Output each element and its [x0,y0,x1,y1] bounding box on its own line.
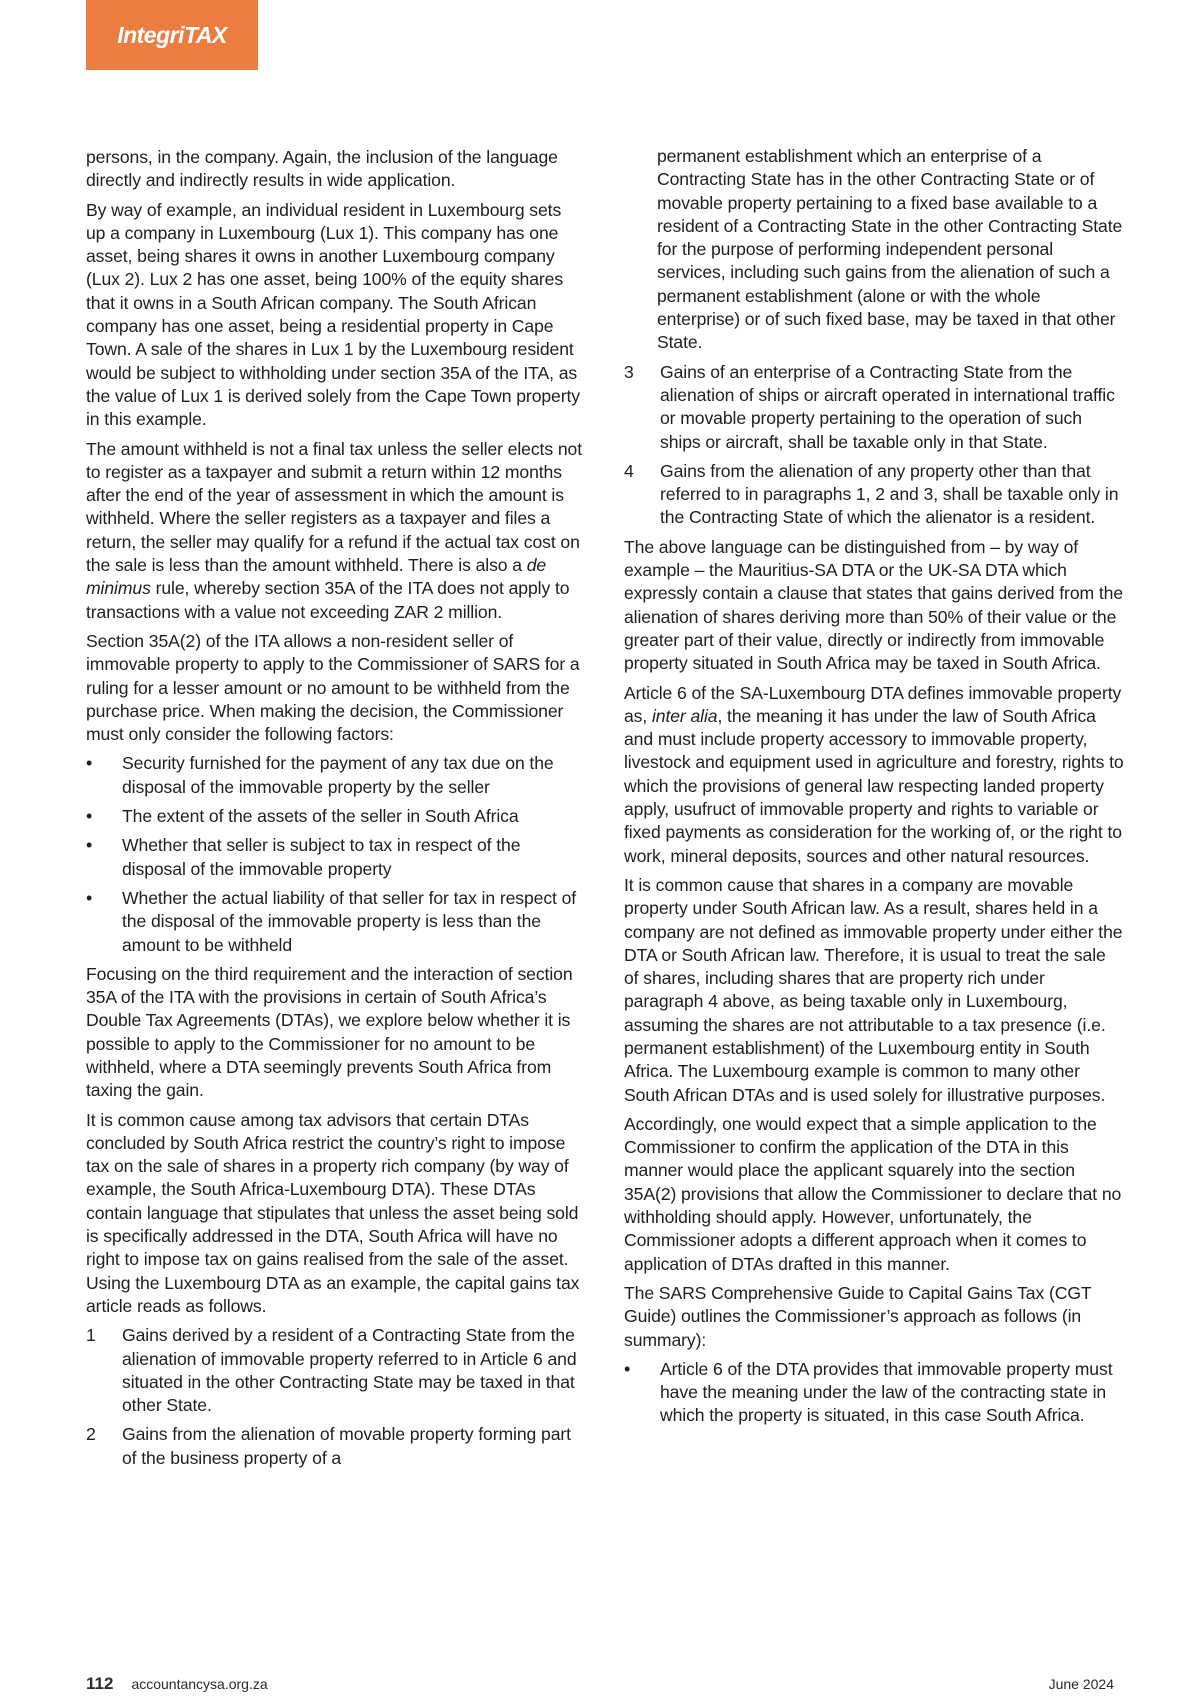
bullet-icon: • [86,835,93,856]
numbered-item: 2 Gains from the alienation of movable property forming part of the business property of a [86,1423,584,1470]
article-list [624,361,1124,530]
page-footer [86,1674,1114,1694]
left-column [86,146,584,1476]
paragraph: The amount withheld is not a final tax unless the seller elects not to register as a taxpayer and submit a return within 12 months after the end of the year of assessment in which the amount is withheld. Where the seller registers as a taxpayer and files a return, the seller may qualify for a refund if the actual tax cost on the sale is less than the amount withheld. There is also a de minimus rule, whereby section 35A of the ITA does not apply to transactions with a value not exceeding ZAR 2 million. [86,438,582,622]
paragraph: It is common cause among tax advisors that certain DTAs concluded by South Africa restrict the country’s right to impose tax on the sale of shares in a property rich company (by way of example, the South Africa-Luxembourg DTA). These DTAs contain language that stipulates that unless the asset being sold is specifically addressed in the DTA, South Africa will have no right to impose tax on gains realised from the sale of the asset. Using the Luxembourg DTA as an example, the capital gains tax article reads as follows. [86,1109,580,1316]
paragraph: Accordingly, one would expect that a simple application to the Commissioner to confirm the application of the DTA in this manner would place the applicant squarely into the section 35A(2) provisions that allow the Commissioner to declare that no withholding should apply. However, unfortunately, the Commissioner adopts a different approach when it comes to application of DTAs drafted in this manner. [624,1113,1122,1274]
guide-list [624,1358,1124,1428]
numbered-item: 3 Gains of an enterprise of a Contracting State from the alienation of ships or aircraft operated in international traffic or movable property pertaining to the operation of such ships or aircraft, shall be taxable only in that State. [624,361,1124,454]
paragraph: persons, in the company. Again, the inclusion of the language directly and indirectly results in wide application. [86,147,558,191]
site-link[interactable]: accountancysa.org.za [131,1676,268,1692]
right-column [624,145,1124,1434]
list-item: • Security furnished for the payment of any tax due on the disposal of the immovable property by the seller [86,752,584,799]
paragraph: The SARS Comprehensive Guide to Capital Gains Tax (CGT Guide) outlines the Commissioner’s approach as follows (in summary): [624,1282,1092,1350]
page-number: 112 [86,1674,114,1693]
bullet-icon: • [86,806,93,827]
item-number: 3 [624,361,634,382]
list-item: • The extent of the assets of the seller in South Africa [86,805,584,828]
brand-logo [86,0,258,70]
paragraph: It is common cause that shares in a company are movable property under South African law. As a result, shares held in a company are not defined as immovable property under either the DTA or South African law. Therefore, it is usual to treat the sale of shares, including shares that are property rich under paragraph 4 above, as being taxable only in Luxembourg, assuming the shares are not attributable to a tax presence (i.e. permanent establishment) of the Luxembourg entity in South Africa. The Luxembourg example is common to many other South African DTAs and is used solely for illustrative purposes. [624,874,1123,1105]
numbered-item-continuation: permanent establishment which an enterprise of a Contracting State has in the other Contracting State or of movable property pertaining to a fixed base available to a resident of a Contracting State in the other Contracting State for the purpose of performing independent personal services, including such gains from the alienation of such a permanent establishment (alone or with the whole enterprise) or of such fixed base, may be taxed in that other State. [657,146,1123,353]
factor-list [86,752,584,956]
paragraph: Article 6 of the SA-Luxembourg DTA defines immovable property as, inter alia, the meaning it has under the law of South Africa and must include property accessory to immovable property, livestock and equipment used in agriculture and forestry, rights to which the provisions of general law respecting landed property apply, usufruct of immovable property and rights to variable or fixed payments as consideration for the working of, or the right to work, mineral deposits, sources and other natural resources. [624,682,1124,866]
list-item: • Whether the actual liability of that seller for tax in respect of the disposal of the immovable property is less than the amount to be withheld [86,887,584,957]
paragraph: Focusing on the third requirement and the interaction of section 35A of the ITA with the provisions in certain of South Africa’s Double Tax Agreements (DTAs), we explore below whether it is possible to apply to the Commissioner for no amount to be withheld, where a DTA seemingly prevents South Africa from taxing the gain. [86,963,573,1101]
numbered-item: 1 Gains derived by a resident of a Contracting State from the alienation of immovable property referred to in Article 6 and situated in the other Contracting State may be taxed in that other State. [86,1324,584,1417]
paragraph: The above language can be distinguished from – by way of example – the Mauritius-SA DTA or the UK-SA DTA which expressly contain a clause that states that gains derived from the alienation of shares deriving more than 50% of their value or the greater part of their value, directly or indirectly from immovable property situated in South Africa may be taxed in South Africa. [624,536,1124,674]
issue-date: June 2024 [1048,1676,1114,1692]
bullet-icon: • [624,1358,631,1379]
list-item: • Whether that seller is subject to tax in respect of the disposal of the immovable property [86,834,584,881]
latin-term: inter alia [651,705,718,726]
bullet-icon: • [86,753,93,774]
paragraph: By way of example, an individual resident in Luxembourg sets up a company in Luxembourg (Lux 1). This company has one asset, being shares it owns in another Luxembourg company (Lux 2). Lux 2 has one asset, being 100% of the equity shares that it owns in a South African company. The South African company has one asset, being a residential property in Cape Town. A sale of the shares in Lux 1 by the Luxembourg resident would be subject to withholding under section 35A of the ITA, as the value of Lux 1 is derived solely from the Cape Town property in this example. [86,199,580,430]
item-number: 1 [86,1325,96,1346]
article-list [86,1324,584,1470]
item-number: 2 [86,1424,96,1445]
bullet-icon: • [86,887,93,908]
list-item: • Article 6 of the DTA provides that immovable property must have the meaning under the law of the contracting state in which the property is situated, in this case South Africa. [624,1358,1124,1428]
item-number: 4 [624,460,634,481]
latin-term: de minimus [86,555,547,599]
paragraph: Section 35A(2) of the ITA allows a non-resident seller of immovable property to apply to the Commissioner of SARS for a ruling for a lesser amount or no amount to be withheld from the purchase price. When making the decision, the Commissioner must only consider the following factors: [86,630,580,745]
numbered-item: 4 Gains from the alienation of any property other than that referred to in paragraphs 1, 2 and 3, shall be taxable only in the Contracting State of which the alienator is a resident. [624,460,1124,530]
brand-logo-text: IntegriTAX [117,21,227,48]
